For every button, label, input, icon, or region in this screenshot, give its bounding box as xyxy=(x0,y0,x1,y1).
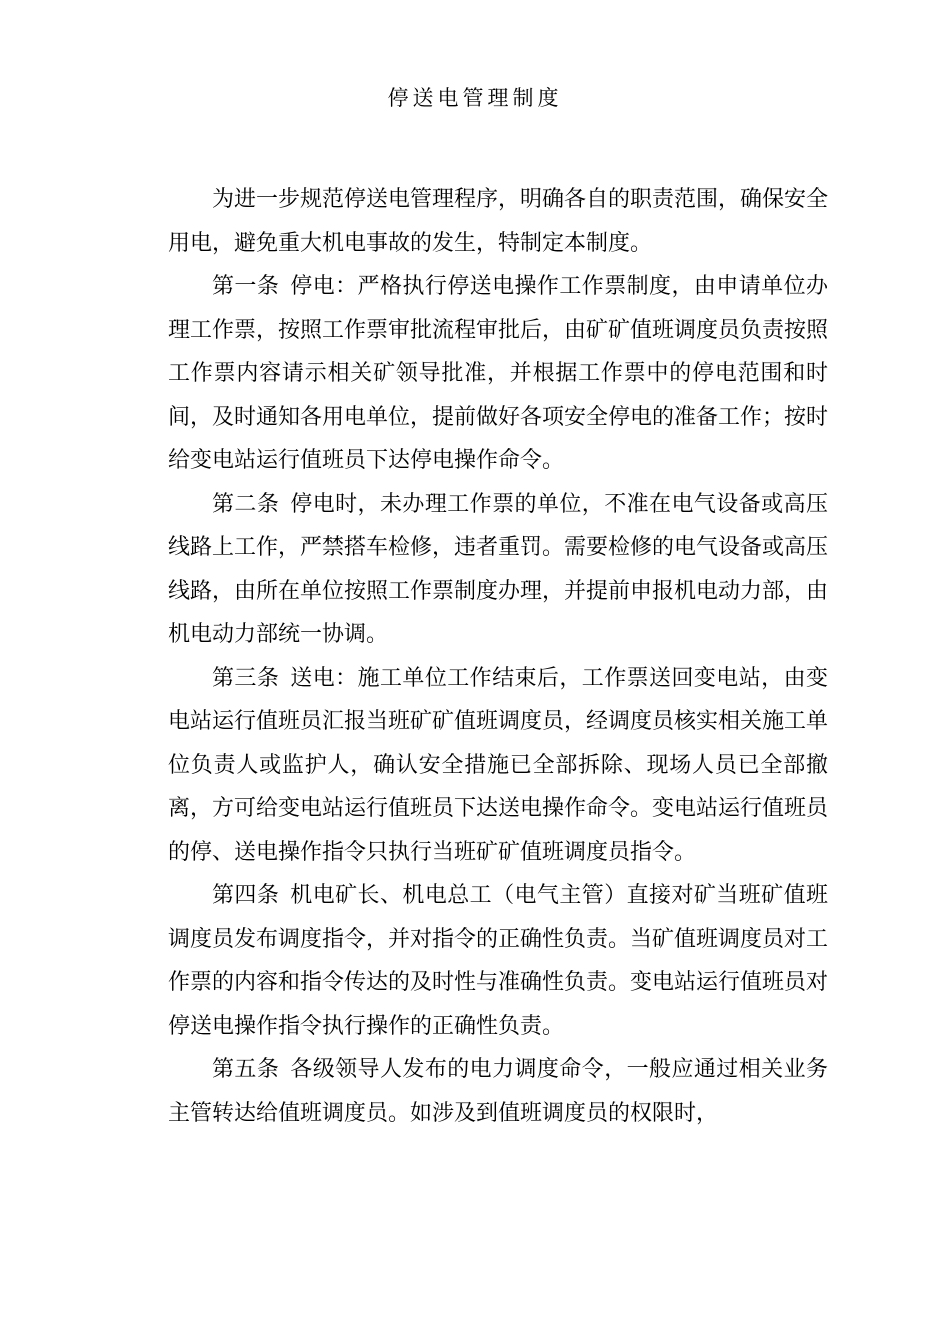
document-body xyxy=(168,178,828,1135)
paragraph-text: 停电时，未办理工作票的单位，不准在电气设备或高压线路上工作，严禁搭车检修，违者重罚。需要检修的电气设备或高压线路，由所在单位按照工作票制度办理，并提前申报机电动力部，由机电动力部统一协调。 xyxy=(168,491,829,647)
article-label: 第二条 xyxy=(212,491,280,517)
article-5-paragraph xyxy=(168,1048,828,1135)
article-label: 第四条 xyxy=(212,883,280,908)
article-label: 第一条 xyxy=(212,274,280,299)
article-1-paragraph xyxy=(168,265,828,483)
article-2-paragraph xyxy=(168,483,828,657)
document-title: 停送电管理制度 xyxy=(387,86,563,110)
paragraph-text: 各级领导人发布的电力调度命令，一般应通过相关业务主管转达给值班调度员。如涉及到值班调度员的权限时， xyxy=(168,1057,828,1126)
paragraph-text: 机电矿长、机电总工（电气主管）直接对矿当班矿值班调度员发布调度指令，并对指令的正确性负责。当矿值班调度员对工作票的内容和指令传达的及时性与准确性负责。变电站运行值班员对停送电操作指令执行操作的正确性负责。 xyxy=(168,883,829,1039)
paragraph-text: 停电：严格执行停送电操作工作票制度，由申请单位办理工作票，按照工作票审批流程审批后，由矿矿值班调度员负责按照工作票内容请示相关矿领导批准，并根据工作票中的停电范围和时间，及时通知各用电单位，提前做好各项安全停电的准备工作；按时给变电站运行值班员下达停电操作命令。 xyxy=(168,274,829,473)
intro-paragraph xyxy=(168,178,828,265)
paragraph-text: 为进一步规范停送电管理程序，明确各自的职责范围，确保安全用电，避免重大机电事故的发生，特制定本制度。 xyxy=(168,187,829,256)
paragraph-text: 送电：施工单位工作结束后，工作票送回变电站，由变电站运行值班员汇报当班矿矿值班调度员，经调度员核实相关施工单位负责人或监护人，确认安全措施已全部拆除、现场人员已全部撤离，方可给变电站运行值班员下达送电操作命令。变电站运行值班员的停、送电操作指令只执行当班矿矿值班调度员指令。 xyxy=(168,665,829,865)
article-4-paragraph xyxy=(168,874,828,1048)
article-label: 第五条 xyxy=(212,1057,280,1082)
article-label: 第三条 xyxy=(212,665,280,691)
article-3-paragraph xyxy=(168,657,828,875)
